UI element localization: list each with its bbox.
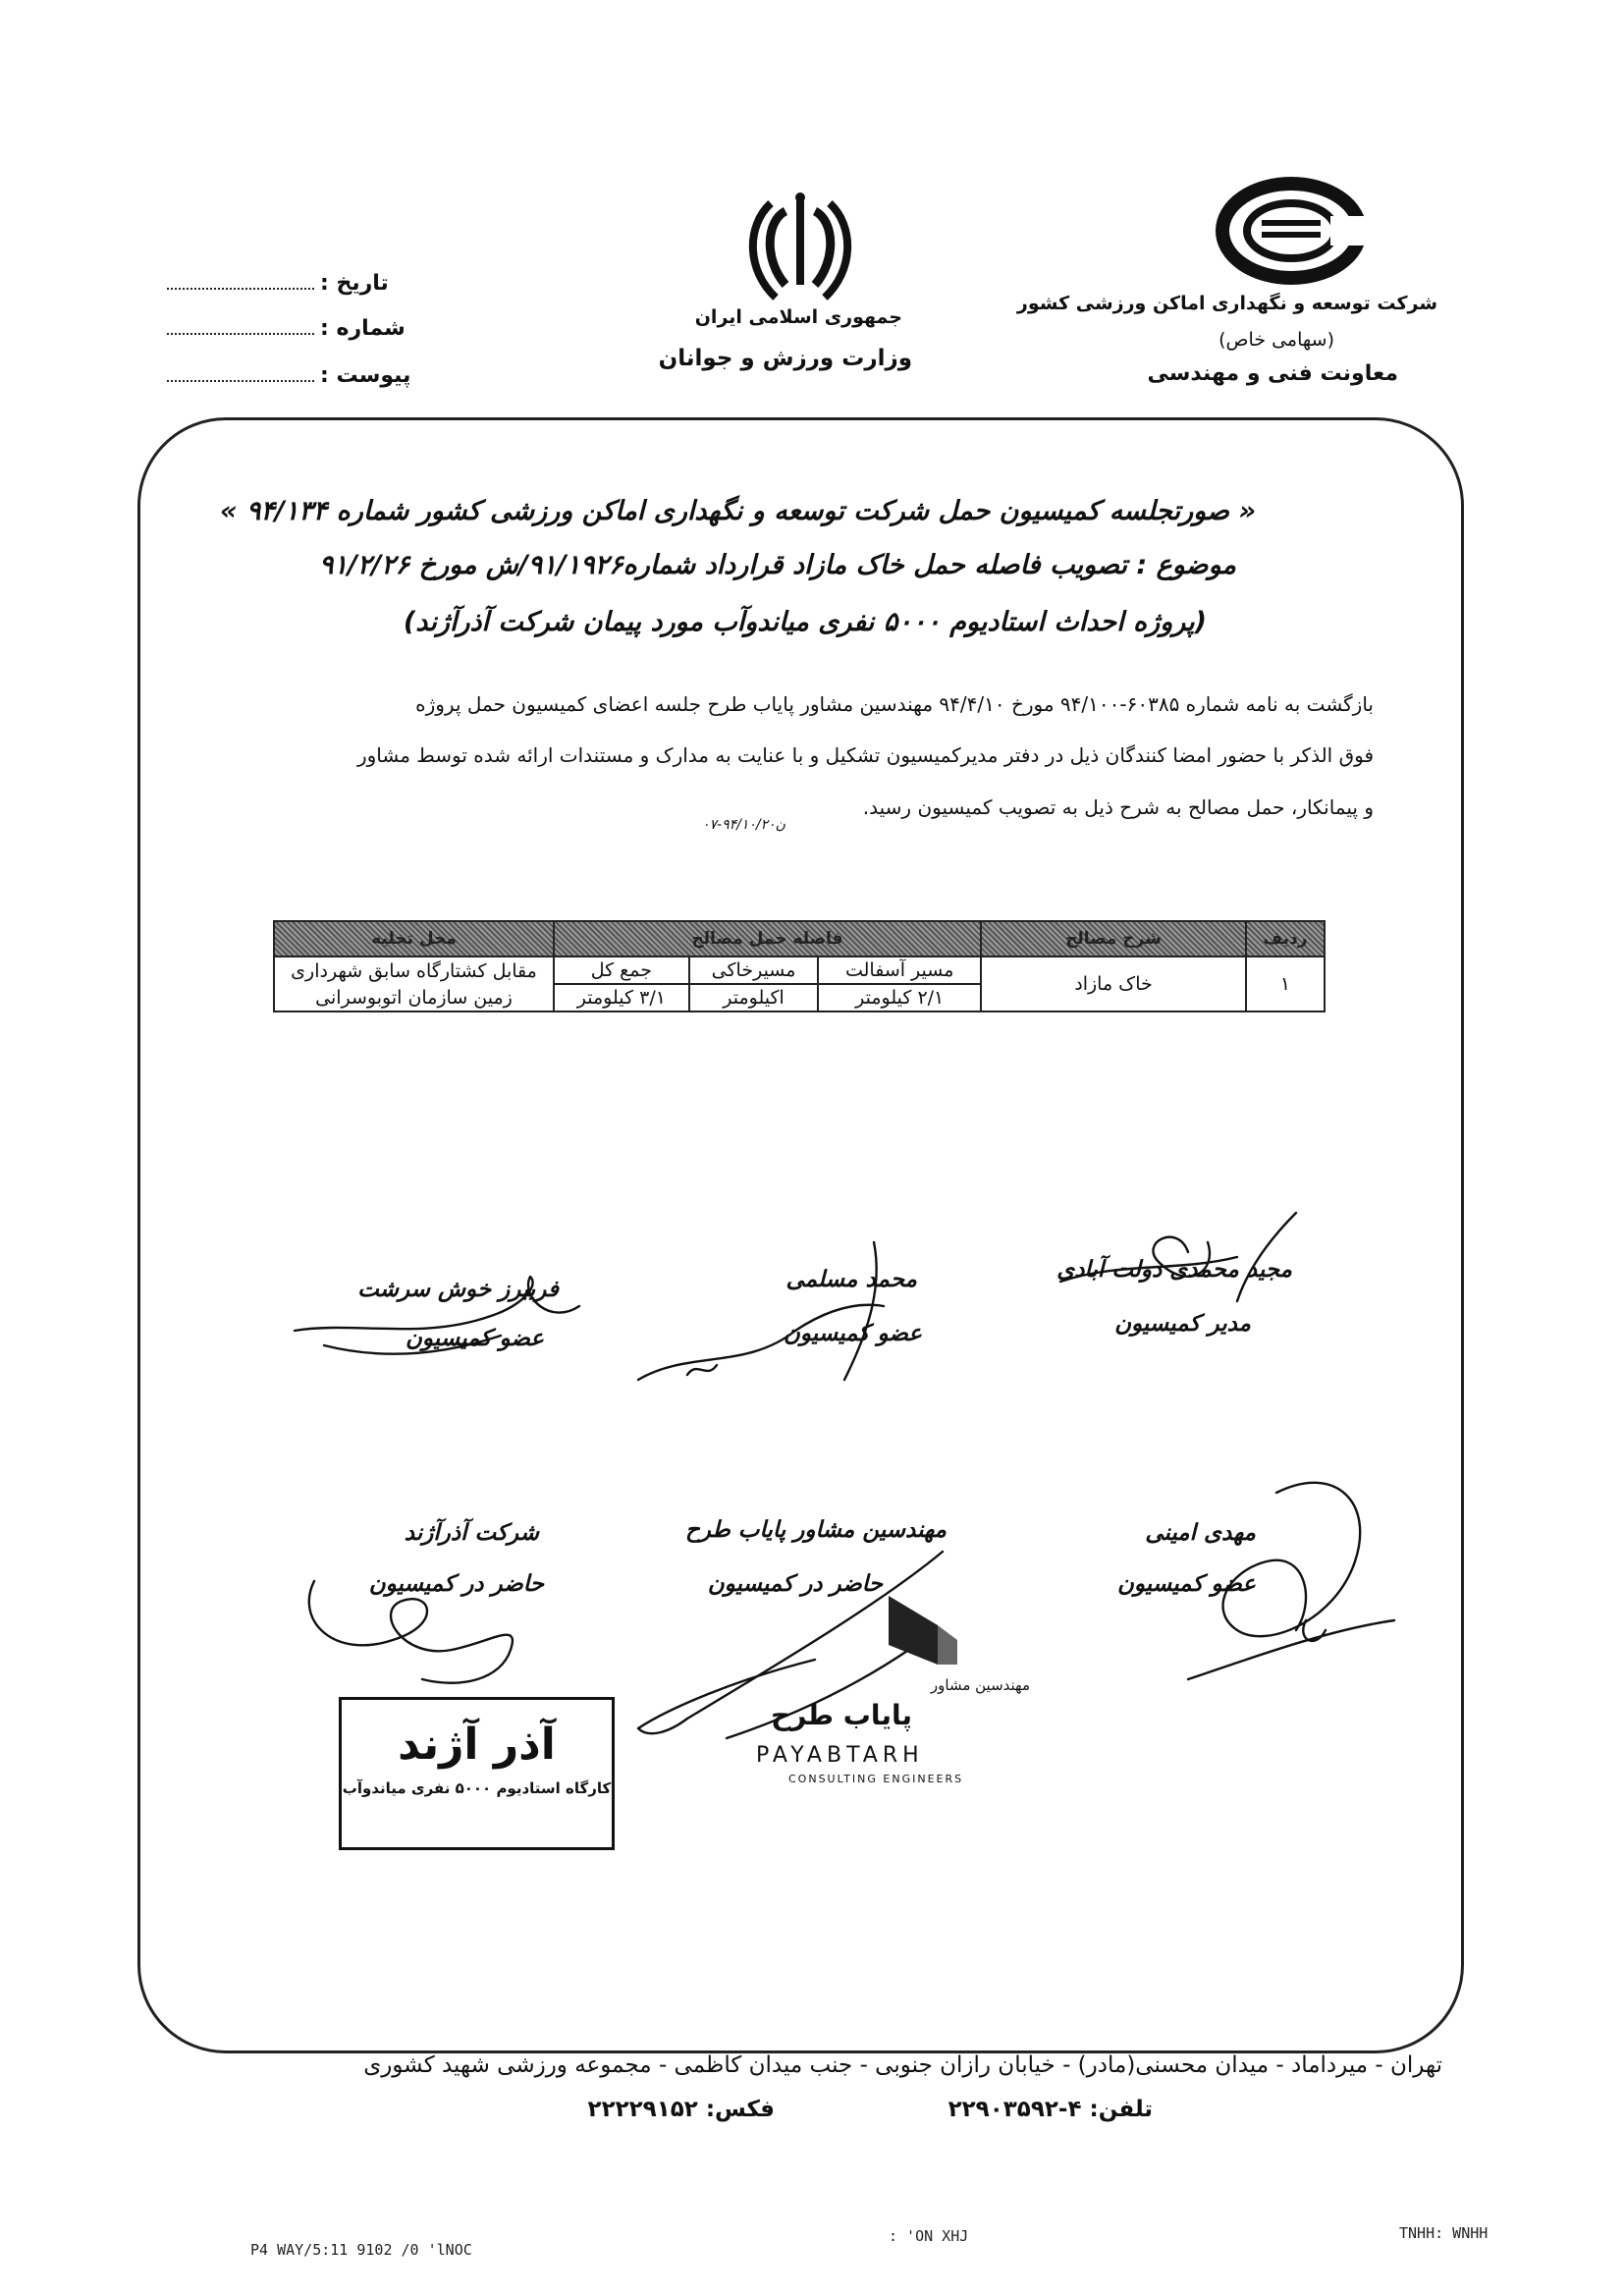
sig3-name: فریبرز خوش سرشت bbox=[357, 1277, 559, 1302]
sig6-role: حاضر در کمیسیون bbox=[368, 1571, 544, 1597]
number-dots bbox=[167, 333, 314, 335]
azar-stamp-sub: کارگاه استادیوم ۵۰۰۰ نفری میاندوآب bbox=[342, 1779, 612, 1797]
th-location: محل تخلیه bbox=[274, 921, 554, 957]
cell-asphalt-label: مسیر آسفالت bbox=[818, 957, 981, 984]
signature-6-icon bbox=[295, 1552, 540, 1699]
org-name: شرکت توسعه و نگهداری اماکن ورزشی کشور bbox=[1016, 293, 1437, 314]
payab-sub-en: CONSULTING ENGINEERS bbox=[788, 1773, 964, 1785]
payab-logo-icon bbox=[879, 1586, 967, 1674]
sig6-name: شرکت آذرآژند bbox=[404, 1520, 539, 1546]
attachment-dots bbox=[167, 380, 314, 382]
fax-strip-middle: : 'ON XHJ bbox=[889, 2227, 969, 2245]
cell-asphalt-value: ۲/۱ کیلومتر bbox=[818, 984, 981, 1011]
footer-fax: فکس: ۲۲۲۲۹۱۵۲ bbox=[587, 2097, 775, 2122]
th-route: فاصله حمل مصالح bbox=[554, 921, 981, 957]
payab-label: مهندسین مشاور bbox=[930, 1676, 1030, 1694]
signature-2-icon bbox=[628, 1232, 923, 1399]
th-row: ردیف bbox=[1246, 921, 1325, 957]
footer-address: تهران - میرداماد - میدان محسنی(مادر) - خیابان رازان جنوبی - جنب میدان کاظمی - مجموعه ورزشی شهید کشوری bbox=[363, 2052, 1442, 2078]
sig2-name: محمد مسلمی bbox=[785, 1267, 917, 1292]
th-material: شرح مصالح bbox=[981, 921, 1246, 957]
cell-total-label: جمع کل bbox=[554, 957, 689, 984]
sig1-role: مدیر کمیسیون bbox=[1114, 1311, 1251, 1337]
fax-strip-right: TNHH: WNHH bbox=[1399, 2224, 1489, 2242]
cell-material: خاک مازاد bbox=[981, 957, 1246, 1011]
table-row bbox=[274, 957, 1325, 984]
sig1-name: مجید محمدی دولت آبادی bbox=[1056, 1257, 1292, 1283]
cell-dirt-value: اکیلومتر bbox=[689, 984, 819, 1011]
cell-total-value: ۳/۱ کیلومتر bbox=[554, 984, 689, 1011]
attachment-field bbox=[167, 363, 410, 388]
sig5-role: حاضر در کمیسیون bbox=[707, 1571, 883, 1597]
azar-stamp bbox=[339, 1697, 615, 1850]
fax-strip-left: P4 WAY/5:11 9102 /0 'lNOC bbox=[250, 2241, 472, 2259]
handwritten-date: ن۹۴/۱۰/۲۰-۰۷ bbox=[702, 817, 785, 833]
payab-name-en: PAYABTARH bbox=[756, 1743, 924, 1768]
org-dept: معاونت فنی و مهندسی bbox=[1147, 361, 1398, 386]
title-line-1: « صورتجلسه کمیسیون حمل شرکت توسعه و نگهداری اماکن ورزشی کشور شماره ۹۴/۱۳۴ » bbox=[219, 496, 1256, 526]
signature-3-icon bbox=[285, 1267, 599, 1375]
cell-row-num: ۱ bbox=[1246, 957, 1325, 1011]
sig5-name: مهندسین مشاور پایاب طرح bbox=[684, 1517, 947, 1543]
number-label: شماره : bbox=[320, 316, 406, 341]
ministry-title: وزارت ورزش و جوانان bbox=[658, 346, 912, 371]
date-dots bbox=[167, 288, 314, 290]
payab-name-fa: پایاب طرح bbox=[771, 1699, 912, 1731]
iran-emblem-icon bbox=[746, 191, 854, 309]
sig4-name: مهدی امینی bbox=[1145, 1520, 1256, 1546]
sig4-role: عضو کمیسیون bbox=[1117, 1571, 1256, 1597]
table-header-row bbox=[274, 921, 1325, 957]
cell-dirt-label: مسیرخاکی bbox=[689, 957, 819, 984]
number-field bbox=[167, 316, 406, 341]
title-line-3: (پروژه احداث استادیوم ۵۰۰۰ نفری میاندوآب مورد پیمان شرکت آذرآژند) bbox=[403, 607, 1207, 637]
sig2-role: عضو کمیسیون bbox=[784, 1321, 922, 1346]
date-label: تاریخ : bbox=[320, 271, 389, 296]
body-line-1: بازگشت به نامه شماره ۶۰۳۸۵-۹۴/۱۰۰ مورخ ۹۴/۴/۱۰ مهندسین مشاور پایاب طرح جلسه اعضای کمیسیون حمل پروژه bbox=[415, 692, 1374, 716]
cell-location-1: مقابل کشتارگاه سابق شهرداری bbox=[274, 957, 554, 984]
body-line-2: فوق الذکر با حضور امضا کنندگان ذیل در دفتر مدیرکمیسیون تشکیل و با عنایت به مدارک و مستندات ارائه شده توسط مشاور bbox=[356, 743, 1374, 767]
org-logo-icon bbox=[1213, 177, 1370, 285]
org-type: (سهامی خاص) bbox=[1218, 329, 1334, 351]
sig3-role: عضو کمیسیون bbox=[406, 1326, 544, 1351]
footer-phone: تلفن: ۴-۲۲۹۰۳۵۹۲ bbox=[947, 2097, 1153, 2122]
signature-4-icon bbox=[1129, 1463, 1404, 1689]
republic-title: جمهوری اسلامی ایران bbox=[694, 306, 902, 328]
signature-1-icon bbox=[1041, 1203, 1316, 1340]
haul-table bbox=[273, 920, 1326, 1012]
attachment-label: پیوست : bbox=[320, 363, 411, 388]
body-line-3: و پیمانکار، حمل مصالح به شرح ذیل به تصویب کمیسیون رسید. bbox=[862, 795, 1374, 819]
azar-stamp-title: آذر آژند bbox=[398, 1720, 556, 1770]
date-field bbox=[167, 271, 389, 296]
cell-location-2: زمین سازمان اتوبوسرانی bbox=[274, 984, 554, 1011]
title-line-2: موضوع : تصویب فاصله حمل خاک مازاد قرارداد شماره۹۱/۱۹۲۶/ش مورخ ۹۱/۲/۲۶ bbox=[319, 550, 1236, 580]
